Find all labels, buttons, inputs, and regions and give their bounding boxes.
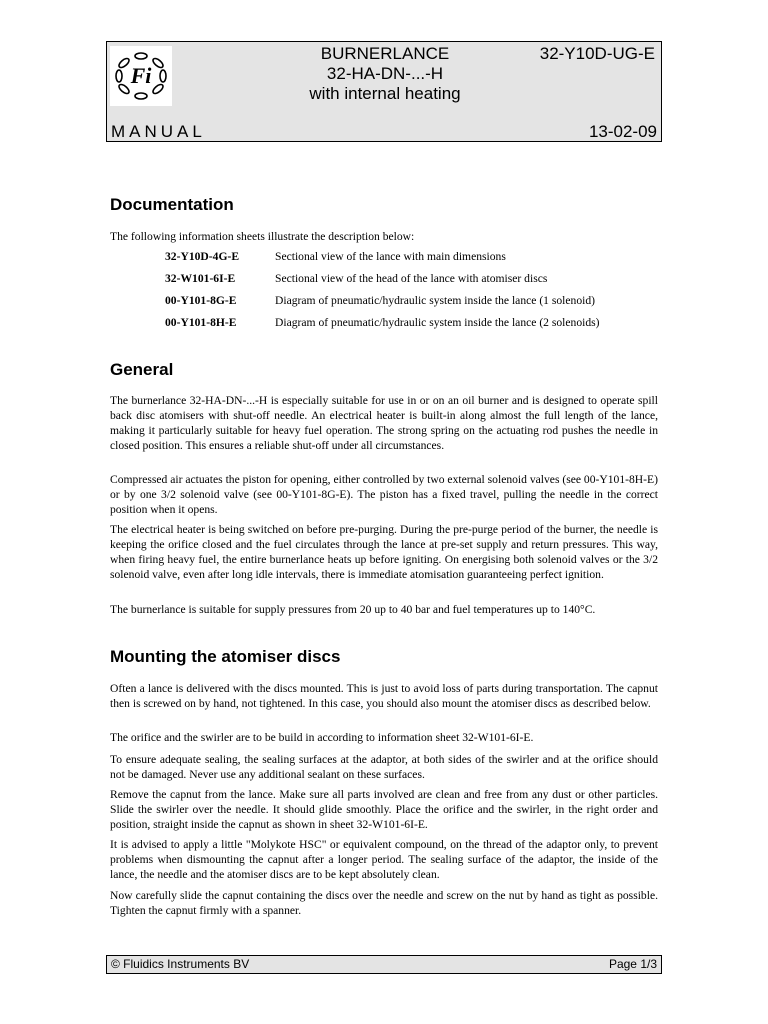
mounting-paragraph: To ensure adequate sealing, the sealing surfaces at the adaptor, at both sides of the swirler and at the orifice should not be damaged. Never use any additional sealant on these surfaces.	[110, 753, 658, 781]
section-heading-mounting: Mounting the atomiser discs	[110, 647, 341, 666]
general-paragraph: The electrical heater is being switched on before pre-purging. During the pre-purge period of the burner, the needle is keeping the orifice closed and the fuel circulates through the lance at pre-set supply and return pressures. This way, when firing heavy fuel, the entire burnerlance heats up before igniting. On energising both solenoid valves or the 3/2 solenoid valve, even after long idle intervals, there is immediate atomisation guaranteeing perfect ignition.	[110, 523, 658, 581]
list-item	[165, 293, 600, 315]
title-line: with internal heating	[309, 84, 461, 103]
manual-label: MANUAL	[111, 122, 206, 141]
documentation-intro: The following information sheets illustrate the description below:	[110, 230, 415, 243]
mounting-paragraph: It is advised to apply a little "Molykote HSC" or equivalent compound, on the thread of the adaptor only, to prevent problems when dismounting the capnut after a longer period. The sealing surface of the adaptor, the inside of the lance, the needle and the atomiser discs are to be kept absolutely clean.	[110, 838, 658, 881]
sheet-description: Diagram of pneumatic/hydraulic system inside the lance (1 solenoid)	[275, 294, 596, 307]
sheet-code: 00-Y101-8H-E	[165, 316, 237, 329]
documentation-list	[165, 249, 600, 337]
sheet-description: Diagram of pneumatic/hydraulic system inside the lance (2 solenoids)	[275, 316, 600, 329]
logo-text: Fi	[130, 63, 152, 88]
mounting-paragraph: Often a lance is delivered with the discs mounted. This is just to avoid loss of parts during transportation. The capnut then is screwed on by hand, not tightened. In this case, you should also mount the atomiser discs as described below.	[110, 682, 658, 710]
document-title	[277, 44, 493, 104]
company-logo	[110, 46, 172, 106]
page-number: Page 1/3	[608, 957, 657, 971]
sheet-code: 32-W101-6I-E	[165, 272, 236, 285]
general-paragraph: Compressed air actuates the piston for opening, either controlled by two external solenoid valves (see 00-Y101-8H-E) or by one 3/2 solenoid valve (see 00-Y101-8G-E). The piston has a fixed travel, pulling the needle in the correct position when it opens.	[110, 473, 658, 516]
mounting-paragraph: Remove the capnut from the lance. Make sure all parts involved are clean and free from any dust or other particles. Slide the swirler over the needle. It should glide smoothly. Place the orifice and the swirler, in the right order and position, straight inside the capnut as shown in sheet 32-W101-6I-E.	[110, 788, 658, 831]
sheet-description: Sectional view of the lance with main dimensions	[275, 250, 506, 263]
general-paragraph: The burnerlance 32-HA-DN-...-H is especially suitable for use in or on an oil burner and is designed to operate spill back disc atomisers with shut-off needle. An electrical heater is built-in along almost the full length of the lance, making it particularly suitable for heavy fuel operation. The strong spring on the actuating rod pushes the needle in closed position. This ensures a reliable shut-off under all circumstances.	[110, 394, 658, 452]
title-line: 32-HA-DN-...-H	[326, 64, 444, 83]
sheet-description: Sectional view of the head of the lance with atomiser discs	[275, 272, 548, 285]
title-line: BURNERLANCE	[320, 44, 450, 63]
general-paragraph: The burnerlance is suitable for supply pressures from 20 up to 40 bar and fuel temperatures up to 140°C.	[110, 603, 596, 616]
list-item	[165, 249, 600, 271]
document-footer	[106, 955, 662, 974]
mounting-paragraph: The orifice and the swirler are to be build in according to information sheet 32-W101-6I-E.	[110, 731, 534, 744]
document-number: 32-Y10D-UG-E	[539, 44, 655, 63]
fi-logo-icon	[110, 46, 172, 106]
section-heading-general: General	[110, 360, 174, 379]
sheet-code: 32-Y10D-4G-E	[165, 250, 240, 263]
document-header	[106, 41, 662, 142]
section-heading-documentation: Documentation	[110, 195, 234, 214]
list-item	[165, 315, 600, 337]
mounting-paragraph: Now carefully slide the capnut containing the discs over the needle and screw on the nut by hand as tight as possible. Tighten the capnut firmly with a spanner.	[110, 889, 658, 917]
sheet-code: 00-Y101-8G-E	[165, 294, 237, 307]
list-item	[165, 271, 600, 293]
copyright-text: © Fluidics Instruments BV	[111, 957, 250, 971]
document-date: 13-02-09	[588, 122, 657, 141]
